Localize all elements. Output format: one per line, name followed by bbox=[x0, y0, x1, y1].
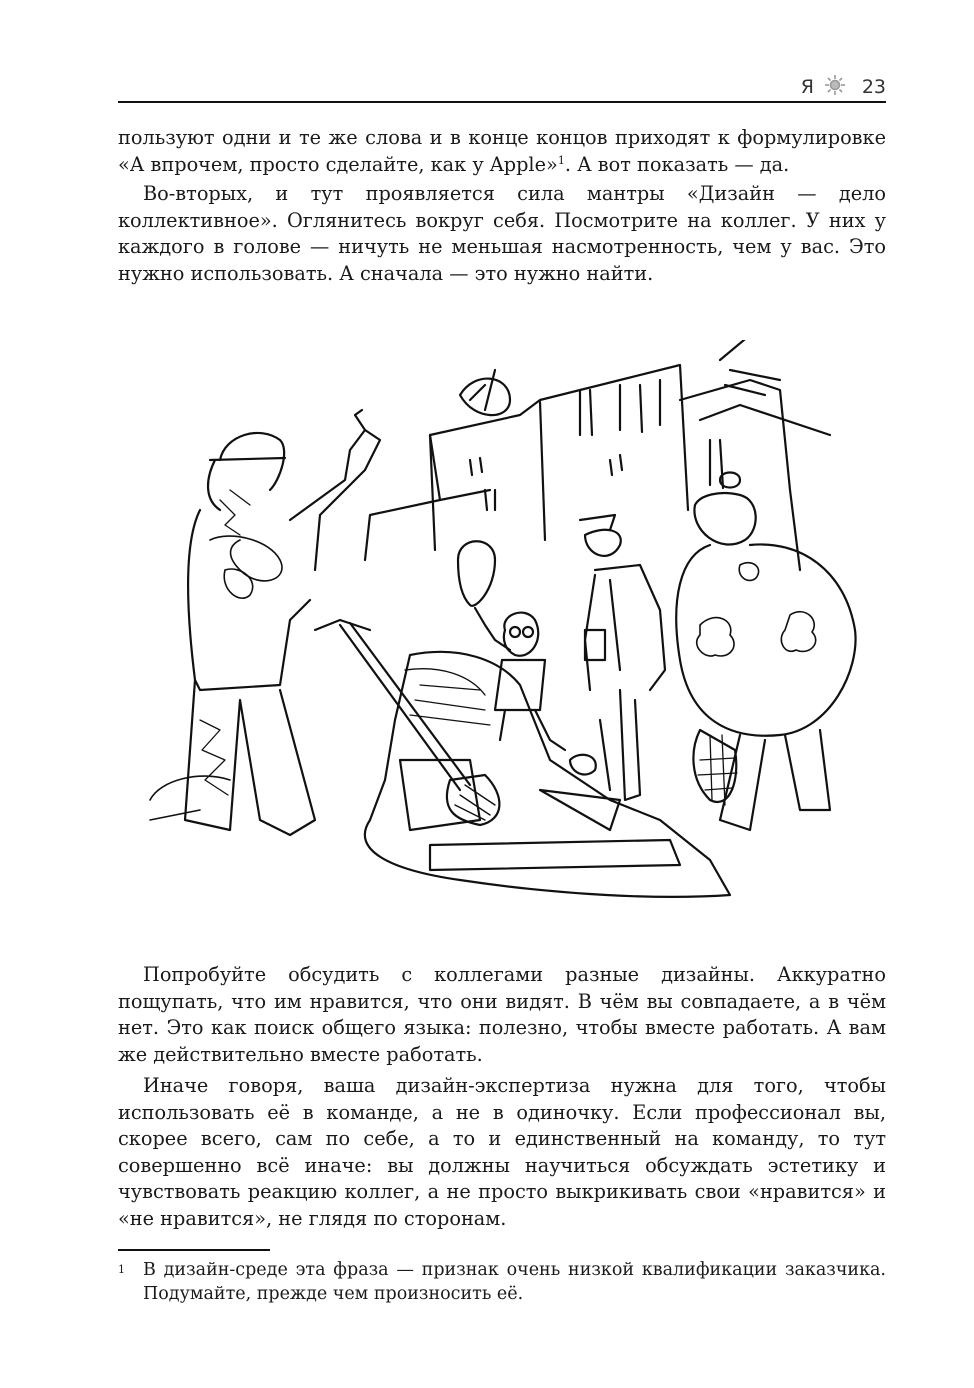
paragraph-1 bbox=[118, 125, 886, 178]
header-rule bbox=[118, 101, 886, 103]
paragraph-4: Иначе говоря, ваша дизайн-экспертиза нужна для того, чтобы использовать её в команде, а не в одиночку. Если профессионал вы, скорее всего, сам по себе, а то и единственный на команду, то тут совершенно всё иначе: вы должны научиться обсуждать эстетику и чувствовать реакцию коллег, а не просто выкрикивать свои «нравится» и «не нравится», не глядя по сторонам. bbox=[118, 1074, 886, 1230]
footnote-mark: 1 bbox=[118, 1263, 125, 1276]
running-head bbox=[118, 74, 886, 102]
footnote-reference: 1 bbox=[557, 153, 565, 167]
paragraph-3: Попробуйте обсудить с коллегами разные дизайны. Аккуратно пощупать, что им нравится, что они видят. В чём вы совпадаете, а в чём нет. Это как поиск общего языка: полезно, чтобы вместе работать. А вам же действительно вместе работать. bbox=[118, 963, 886, 1066]
page-number: 23 bbox=[861, 76, 886, 98]
footnote bbox=[118, 1258, 886, 1306]
footnote-text: В дизайн-среде эта фраза — признак очень низкой квалификации заказчика. Подумайте, прежде чем произносить её. bbox=[143, 1260, 886, 1304]
chapter-title: Я bbox=[800, 76, 814, 98]
footnote-rule bbox=[118, 1249, 270, 1251]
sun-ornament-icon bbox=[824, 74, 846, 96]
paragraph-1-tail: . А вот показать — да. bbox=[564, 152, 790, 176]
paragraph-1-text: пользуют одни и те же слова и в конце концов приходят к формулировке «А впрочем, просто сделайте, как у Apple» bbox=[118, 126, 886, 176]
paragraph-2: Во-вторых, и тут проявляется сила мантры «Дизайн — дело коллективное». Оглянитесь вокруг себя. Посмотрите на коллег. У них у каждого в голове — ничуть не меньшая насмотренность, чем у вас. Это нужно использовать. А сначала — это нужно найти. bbox=[118, 182, 886, 285]
sketch-illustration bbox=[140, 340, 870, 920]
